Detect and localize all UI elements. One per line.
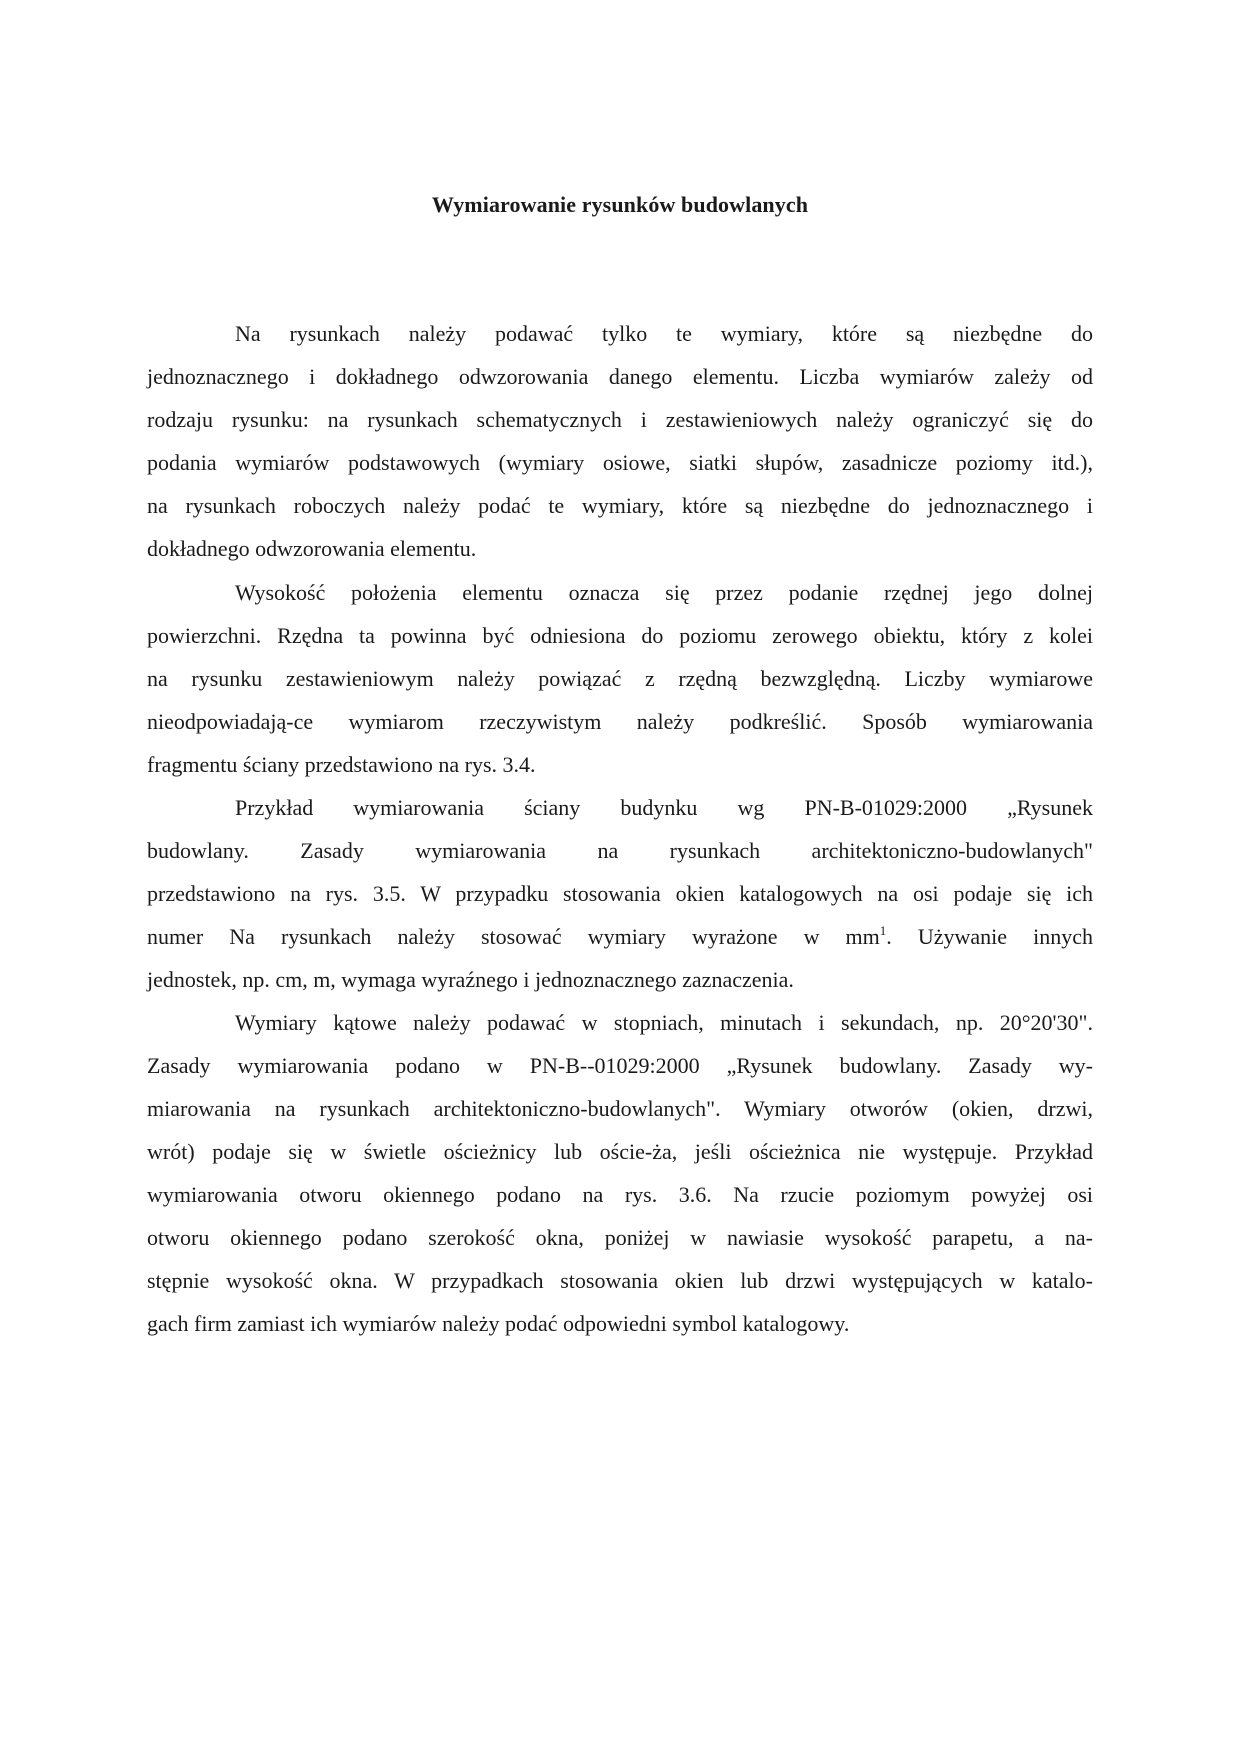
paragraph-4-line-7: stępnie wysokość okna. W przypadkach stosowania okien lub drzwi występujących w katalo-: [147, 1268, 1093, 1293]
paragraph-1-line-3: rodzaju rysunku: na rysunkach schematycznych i zestawieniowych należy ograniczyć się do: [147, 407, 1093, 432]
paragraph-4-line-8: gach firm zamiast ich wymiarów należy podać odpowiedni symbol katalogowy.: [147, 1311, 850, 1336]
footnote-mark: 1: [879, 923, 887, 938]
paragraph-2-line-3: na rysunku zestawieniowym należy powiązać z rzędną bezwzględną. Liczby wymiarowe: [147, 666, 1093, 691]
paragraph-1-line-4: podania wymiarów podstawowych (wymiary osiowe, siatki słupów, zasadnicze poziomy itd.),: [147, 450, 1093, 475]
paragraph-3-line-5: jednostek, np. cm, m, wymaga wyraźnego i jednoznacznego zaznaczenia.: [147, 967, 794, 992]
paragraph-1-line-5: na rysunkach roboczych należy podać te wymiary, które są niezbędne do jednoznacznego i: [147, 493, 1093, 518]
paragraph-4-line-3: miarowania na rysunkach architektoniczno-budowlanych". Wymiary otworów (okien, drzwi,: [147, 1096, 1093, 1121]
paragraph-4-line-6: otworu okiennego podano szerokość okna, poniżej w nawiasie wysokość parapetu, a na-: [147, 1225, 1093, 1250]
paragraph-4-line-4: wrót) podaje się w świetle ościeżnicy lub oście-ża, jeśli ościeżnica nie występuje. Przykład: [147, 1139, 1093, 1164]
paragraph-3-line-3: przedstawiono na rys. 3.5. W przypadku stosowania okien katalogowych na osi podaje się ich: [147, 881, 1093, 906]
document-title: Wymiarowanie rysunków budowlanych: [431, 192, 809, 217]
paragraph-1-line-1: Na rysunkach należy podawać tylko te wymiary, które są niezbędne do: [235, 321, 1093, 346]
paragraph-3-line-2: budowlany. Zasady wymiarowania na rysunkach architektoniczno-budowlanych": [147, 838, 1093, 863]
paragraph-4-line-1: Wymiary kątowe należy podawać w stopniach, minutach i sekundach, np. 20°20'30".: [235, 1010, 1093, 1035]
paragraph-2-line-5: fragmentu ściany przedstawiono na rys. 3.4.: [147, 752, 536, 777]
paragraph-1-line-6: dokładnego odwzorowania elementu.: [147, 536, 477, 561]
paragraph-3-line-1: Przykład wymiarowania ściany budynku wg PN-B-01029:2000 „Rysunek: [235, 795, 1093, 820]
paragraph-1-line-2: jednoznacznego i dokładnego odwzorowania danego elementu. Liczba wymiarów zależy od: [147, 364, 1093, 389]
paragraph-2-line-1: Wysokość położenia elementu oznacza się przez podanie rzędnej jego dolnej: [235, 580, 1093, 605]
paragraph-3-line-4-text: numer Na rysunkach należy stosować wymiary wyrażone w mm: [147, 924, 880, 949]
paragraph-4-line-5: wymiarowania otworu okiennego podano na rys. 3.6. Na rzucie poziomym powyżej osi: [147, 1182, 1093, 1207]
paragraph-3-line-4-tail: . Używanie innych: [886, 924, 1093, 949]
paragraph-2-line-2: powierzchni. Rzędna ta powinna być odniesiona do poziomu zerowego obiektu, który z kolei: [147, 623, 1093, 648]
paragraph-2-line-4: nieodpowiadają-ce wymiarom rzeczywistym należy podkreślić. Sposób wymiarowania: [147, 709, 1093, 734]
paragraph-3-line-4: [147, 915, 1093, 958]
paragraph-4-line-2: Zasady wymiarowania podano w PN-B--01029:2000 „Rysunek budowlany. Zasady wy-: [147, 1053, 1093, 1078]
